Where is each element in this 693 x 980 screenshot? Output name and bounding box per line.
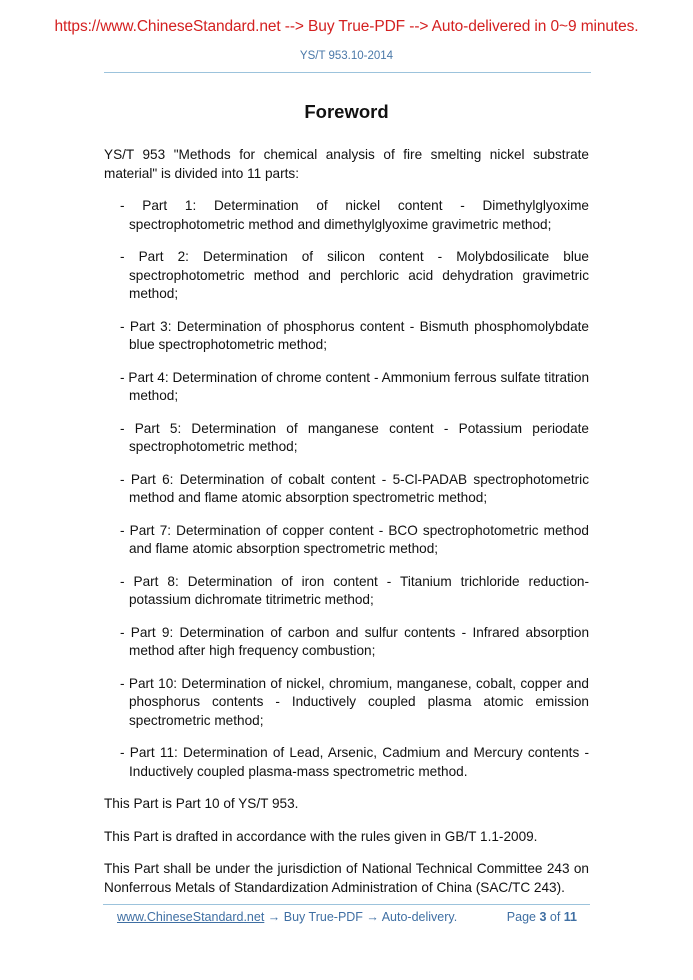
page-total: 11 (563, 910, 577, 924)
footer-tagline: → Buy True-PDF → Auto-delivery. (264, 910, 458, 924)
list-item: - Part 3: Determination of phosphorus content - Bismuth phosphomolybdate blue spectrophotometric method; (120, 318, 589, 352)
footer-divider (103, 904, 590, 905)
page-indicator (507, 910, 577, 924)
page-title: Foreword (304, 101, 389, 122)
parts-list (104, 197, 589, 781)
list-item: - Part 6: Determination of cobalt content - 5-Cl-PADAB spectrophotometric method and flame atomic absorption spectrometric method; (120, 471, 589, 505)
page-label: Page (506, 910, 540, 924)
intro-paragraph: YS/T 953 "Methods for chemical analysis of fire smelting nickel substrate material" is divided into 11 parts: (104, 147, 589, 181)
paragraph: This Part is drafted in accordance with the rules given in GB/T 1.1-2009. (104, 828, 538, 844)
list-item: - Part 2: Determination of silicon content - Molybdosilicate blue spectrophotometric method and perchloric acid dehydration gravimetric method; (120, 249, 589, 301)
list-item: - Part 7: Determination of copper content - BCO spectrophotometric method and flame atomic absorption spectrometric method; (120, 522, 589, 556)
page-of: of (546, 910, 564, 924)
list-item: - Part 9: Determination of carbon and sulfur contents - Infrared absorption method after high frequency combustion; (120, 624, 589, 658)
page-current: 3 (539, 910, 547, 924)
list-item: - Part 10: Determination of nickel, chromium, manganese, cobalt, copper and phosphorus contents - Inductively coupled plasma atomic emission spectrometric method; (120, 675, 589, 728)
document-body (104, 146, 589, 911)
standard-code: YS/T 953.10-2014 (299, 50, 394, 62)
paragraph: This Part is Part 10 of YS/T 953. (104, 796, 299, 811)
header-divider (104, 72, 591, 73)
promo-banner[interactable]: https://www.ChineseStandard.net --> Buy True-PDF --> Auto-delivered in 0~9 minutes. (54, 18, 639, 35)
page-footer (117, 910, 587, 924)
footer-site-link[interactable]: www.ChineseStandard.net (117, 910, 265, 924)
list-item: - Part 11: Determination of Lead, Arsenic, Cadmium and Mercury contents - Inductively coupled plasma-mass spectrometric method. (120, 745, 589, 779)
paragraph: This Part shall be under the jurisdiction of National Technical Committee 243 on Nonferrous Metals of Standardization Administration of China (SAC/TC 243). (104, 861, 589, 895)
list-item: - Part 8: Determination of iron content - Titanium trichloride reduction-potassium dichromate titrimetric method; (120, 573, 589, 607)
list-item: - Part 4: Determination of chrome content - Ammonium ferrous sulfate titration method; (120, 369, 589, 403)
list-item: - Part 5: Determination of manganese content - Potassium periodate spectrophotometric method; (120, 420, 589, 454)
list-item: - Part 1: Determination of nickel content - Dimethylglyoxime spectrophotometric method and dimethylglyoxime gravimetric method; (120, 198, 589, 232)
